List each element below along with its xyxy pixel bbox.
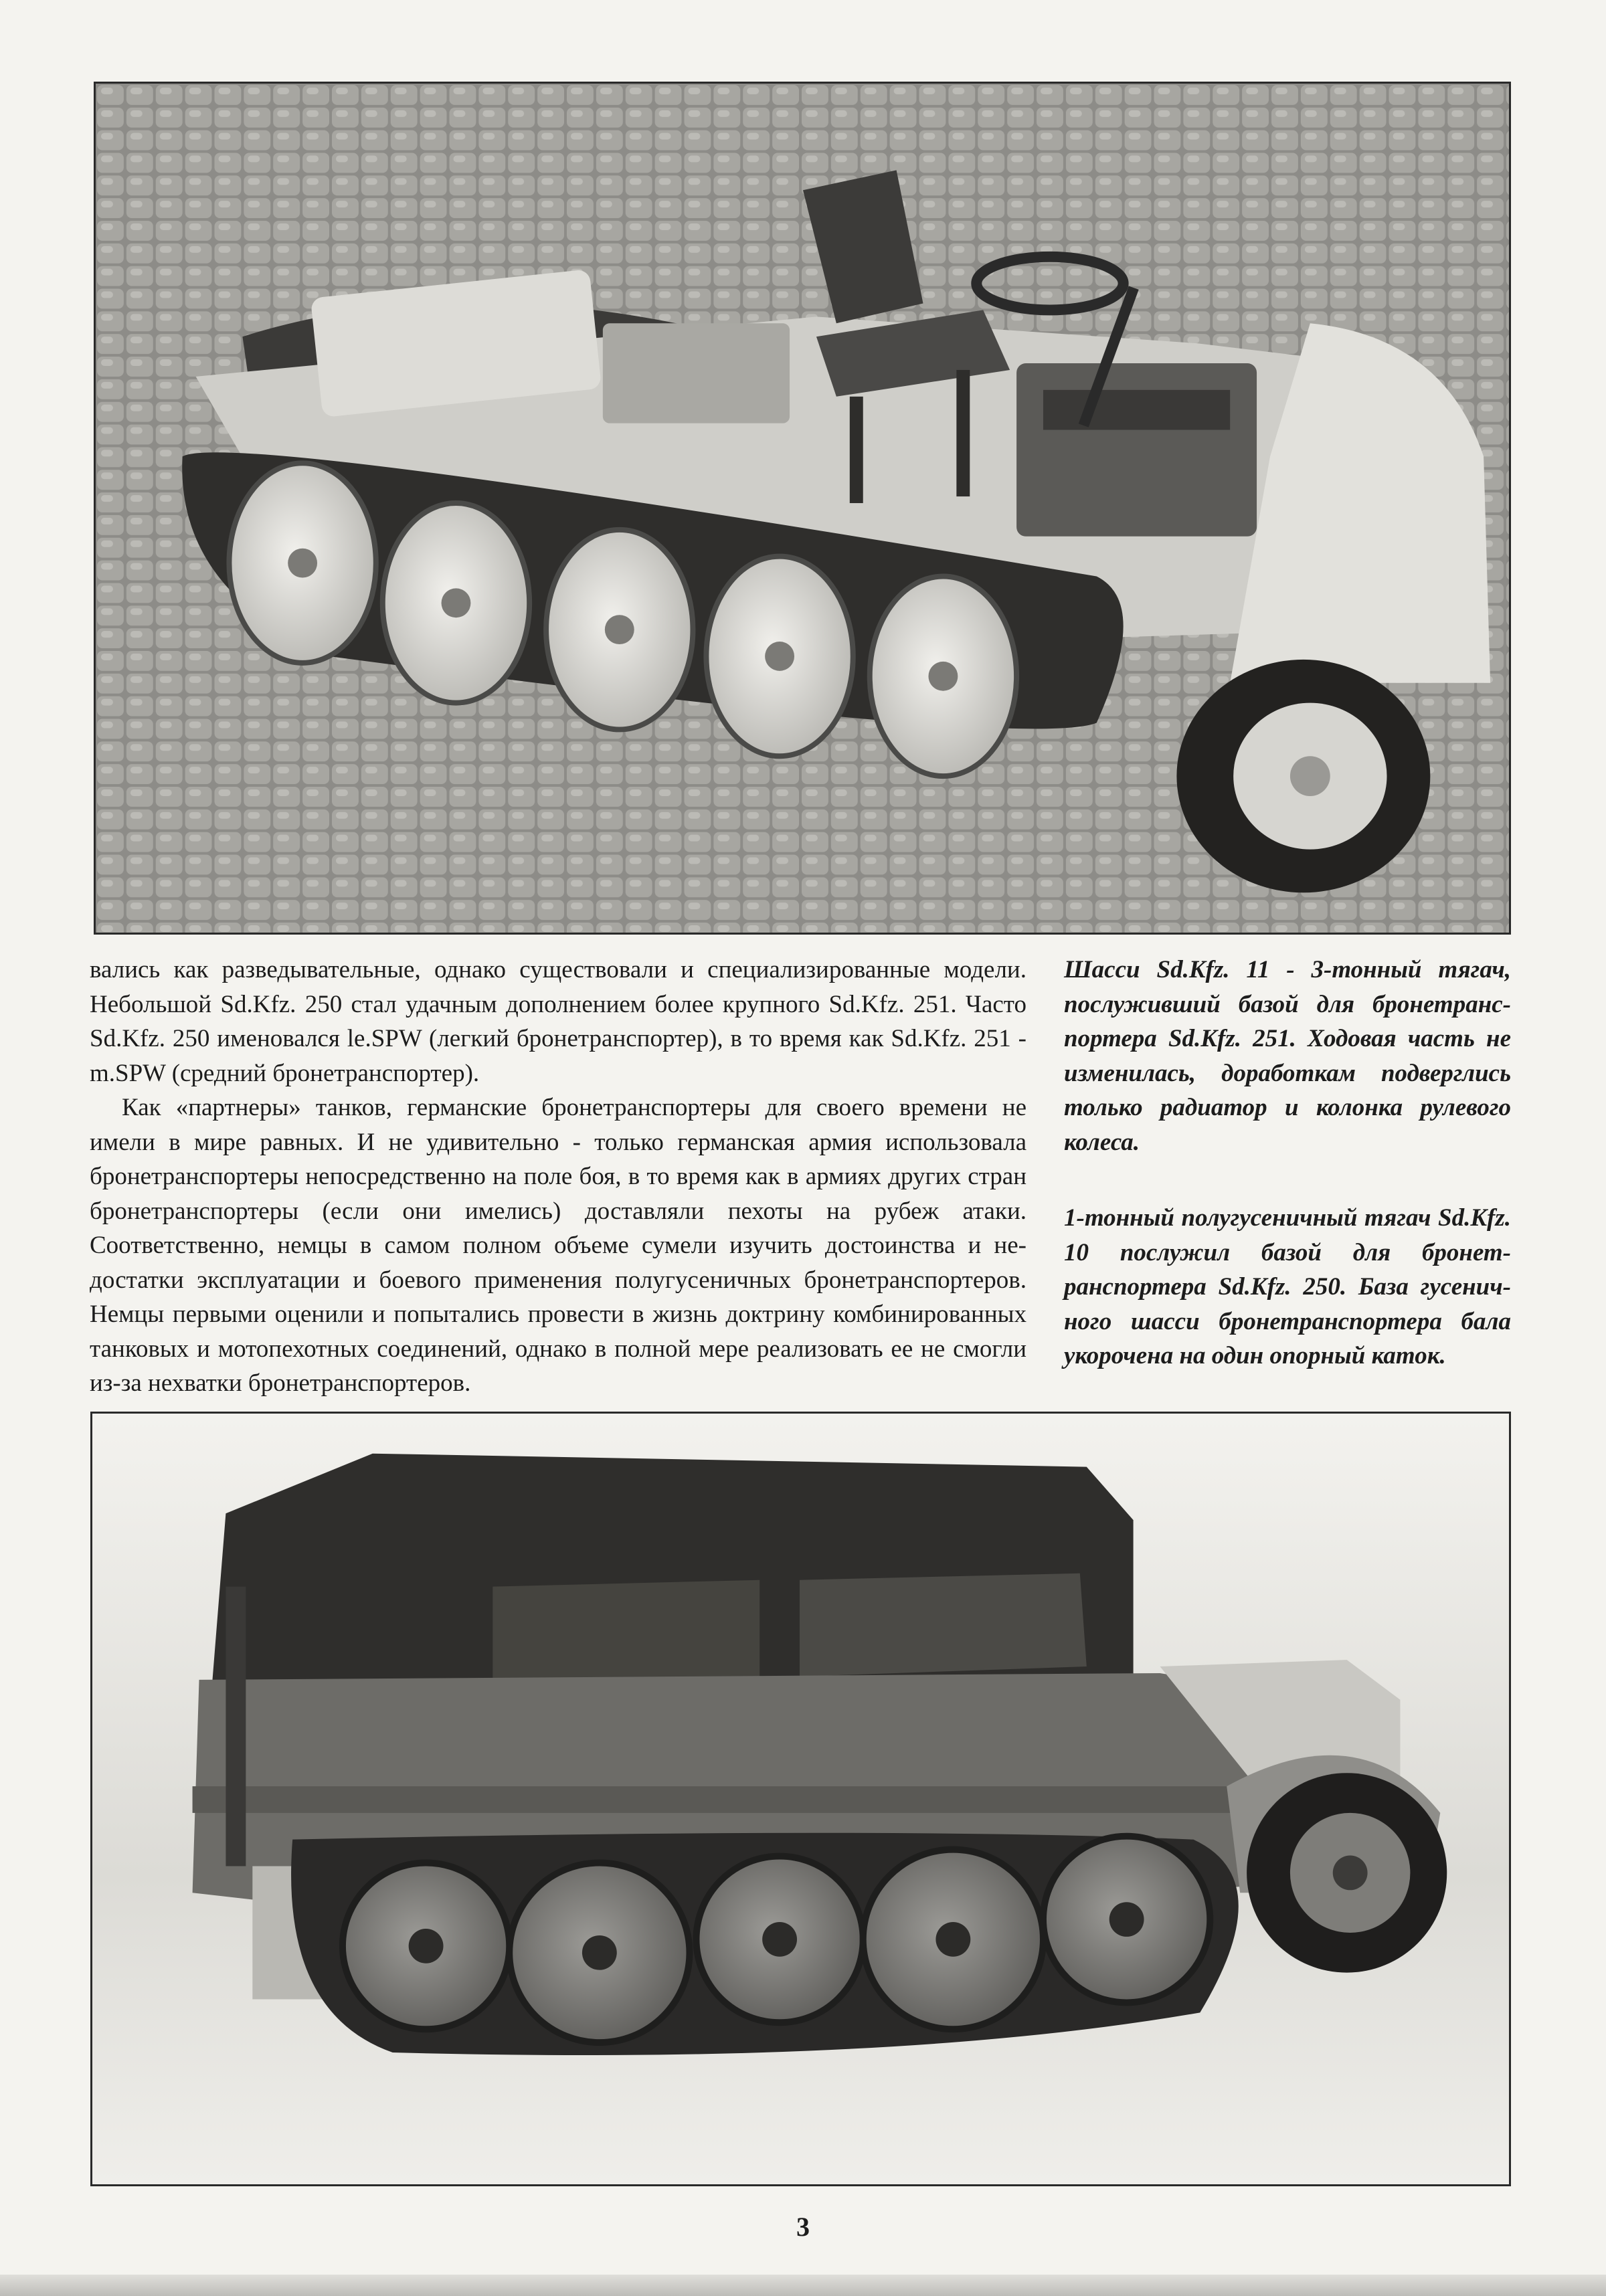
photo-sdkfz10-halftrack (90, 1412, 1511, 2186)
article-paragraph: вались как разведывательные, однако существовали и специализированные модели. Небольшой Sd.Kfz. 250 стал удачным дополнением более крупного Sd.Kfz. 251. Часто Sd.Kfz. 250 именовался le.SPW (легкий бронетранспортер), в то время как Sd.Kfz. 251 - m.SPW (средний бронетранспортер). (90, 956, 1027, 1087)
caption-top-photo: Шасси Sd.Kfz. 11 - 3-тонный тягач, послуживший базой для бронетранспортера Sd.Kfz. 251. Ходовая часть не изменилась, доработкам подверглись только радиатор и колонка рулевого колеса. (1064, 956, 1511, 1156)
scan-edge (0, 2275, 1606, 2296)
article-paragraph: Как «партнеры» танков, германские бронетранспортеры для своего времени не имели в мире равных. И не удивительно - только германская армия использовала бронетранспортеры непосредственно на поле боя, в то время как в армиях других стран бронетранспортеры (если они имелись) доставляли пехоты на рубеж атаки. Соответственно, немцы в самом полном объеме сумели изучить достоинства и недостатки эксплуатации и боевого применения полугусеничных бронетранспортеров. Немцы первыми оценили и попытались провести в жизнь доктрину комбинированных танковых и мотопехотных соединений, однако в полной мере реализовать ее не смогли из-за нехватки бронетранспортеров. (90, 1094, 1027, 1397)
photo-captions (1064, 953, 1511, 1415)
article-text (90, 953, 1027, 1401)
photo-sdkfz11-chassis (94, 82, 1511, 935)
caption-bottom-photo: 1-тонный полугусеничный тягач Sd.Kfz. 10 послужил базой для бронетранспортера Sd.Kfz. 250. База гусеничного шасси бронетранспортера бала укорочена на один опорный каток. (1064, 1204, 1511, 1369)
page-number: 3 (796, 2212, 810, 2242)
